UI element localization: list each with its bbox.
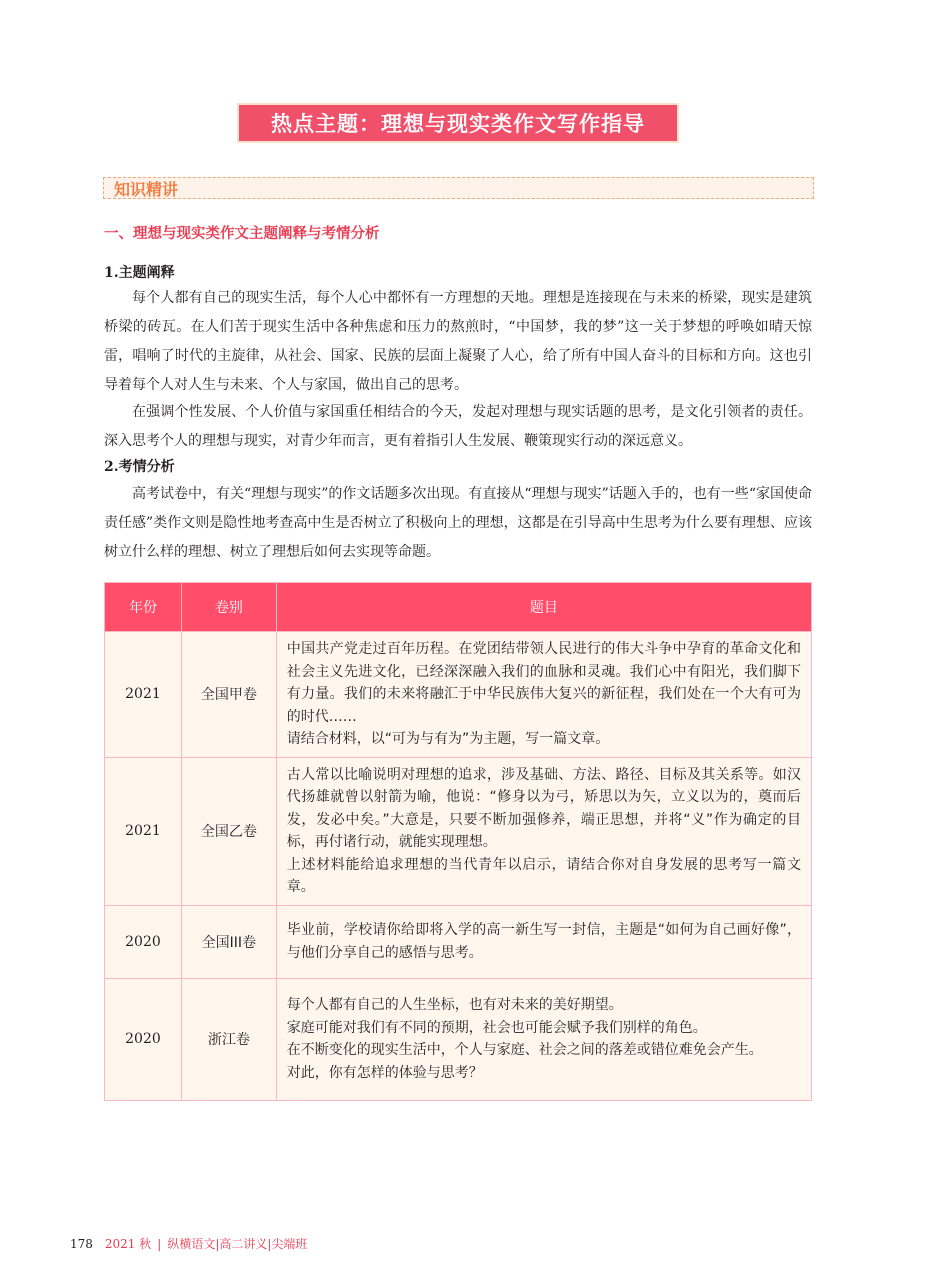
cell-paper: 浙江卷 [181, 978, 276, 1100]
cell-topic [276, 978, 811, 1100]
topic-line: 家庭可能对我们有不同的预期，社会也可能会赋予我们别样的角色。 [286, 1019, 707, 1036]
paragraph-theme-2: 在强调个性发展、个人价值与家国重任相结合的今天，发起对理想与现实话题的思考，是文化引领者的责任。深入思考个人的理想与现实，对青少年而言，更有着指引人生发展、鞭策现实行动的深远意义。 [104, 404, 812, 449]
section-label: 知识精讲 [114, 180, 179, 199]
cell-paper: 全国III卷 [181, 905, 276, 978]
topic-line: 中国共产党走过百年历程。在党团结带领人民进行的伟大斗争中孕育的革命文化和社会主义先进文化，已经深深融入我们的血脉和灵魂。我们心中有阳光，我们脚下有力量。我们的未来将融汇于中华民族伟大复兴的新征程，我们处在一个大有可为的时代…… [286, 641, 801, 725]
cell-year: 2021 [105, 757, 182, 905]
header-paper: 卷别 [181, 583, 276, 632]
cell-topic [276, 905, 811, 978]
cell-paper: 全国甲卷 [181, 632, 276, 758]
cell-year: 2020 [105, 978, 182, 1100]
exam-table [104, 582, 812, 1101]
topic-line: 上述材料能给追求理想的当代青年以启示，请结合你对自身发展的思考写一篇文章。 [286, 856, 801, 895]
header-year: 年份 [105, 583, 182, 632]
topic-line: 请结合材料，以“可为与有为”为主题，写一篇文章。 [286, 731, 610, 747]
subheading-theme: 1.主题阐释 [104, 265, 175, 281]
page-title [239, 105, 677, 141]
subheading-analysis: 2.考情分析 [104, 459, 175, 475]
footer-separator: | [157, 1237, 162, 1251]
table-row [105, 632, 812, 758]
footer-season: 2021 秋 [104, 1237, 152, 1251]
section-label-box [103, 177, 814, 199]
page-title-text: 热点主题：理想与现实类作文写作指导 [271, 112, 645, 136]
table-row [105, 905, 812, 978]
paragraph-theme-1: 每个人都有自己的现实生活，每个人心中都怀有一方理想的天地。理想是连接现在与未来的桥梁，现实是建筑桥梁的砖瓦。在人们苦于现实生活中各种焦虑和压力的熬煎时，“中国梦，我的梦”这一关于梦想的呼唤如晴天惊雷，唱响了时代的主旋律，从社会、国家、民族的层面上凝聚了人心，给了所有中国人奋斗的目标和方向。这也引导着每个人对人生与未来、个人与家国，做出自己的思考。 [104, 290, 812, 393]
cell-paper: 全国乙卷 [181, 757, 276, 905]
topic-line: 毕业前，学校请你给即将入学的高一新生写一封信，主题是“如何为自己画好像”，与他们分享自己的感悟与思考。 [286, 922, 801, 961]
cell-year: 2020 [105, 905, 182, 978]
header-topic: 题目 [276, 583, 811, 632]
page-number: 178 [70, 1237, 93, 1251]
table-row [105, 757, 812, 905]
cell-topic [276, 757, 811, 905]
section-heading: 一、理想与现实类作文主题阐释与考情分析 [104, 226, 380, 242]
cell-topic [276, 632, 811, 758]
topic-line: 每个人都有自己的人生坐标，也有对未来的美好期望。 [286, 997, 623, 1013]
cell-year: 2021 [105, 632, 182, 758]
topic-line: 对此，你有怎样的体验与思考？ [286, 1064, 483, 1081]
topic-line: 在不断变化的现实生活中，个人与家庭、社会之间的落差或错位难免会产生。 [286, 1042, 763, 1058]
paragraph-analysis: 高考试卷中，有关“理想与现实”的作文话题多次出现。有直接从“理想与现实”话题入手的，也有一些“家国使命责任感”类作文则是隐性地考查高中生是否树立了积极向上的理想，这都是在引导高中生思考为什么要有理想、应该树立什么样的理想、树立了理想后如何去实现等命题。 [104, 486, 812, 560]
footer-course: 纵横语文|高二讲义|尖端班 [167, 1237, 308, 1251]
topic-line: 古人常以比喻说明对理想的追求，涉及基础、方法、路径、目标及其关系等。如汉代扬雄就曾以射箭为喻，他说：“修身以为弓，矫思以为矢，立义以为的，奠而后发，发必中矣。”大意是，只要不断加强修养，端正思想，并将“义”作为确定的目标，再付诸行动，就能实现理想。 [286, 766, 801, 850]
page-footer [70, 1235, 307, 1252]
table-header-row [105, 583, 812, 632]
table-row [105, 978, 812, 1100]
